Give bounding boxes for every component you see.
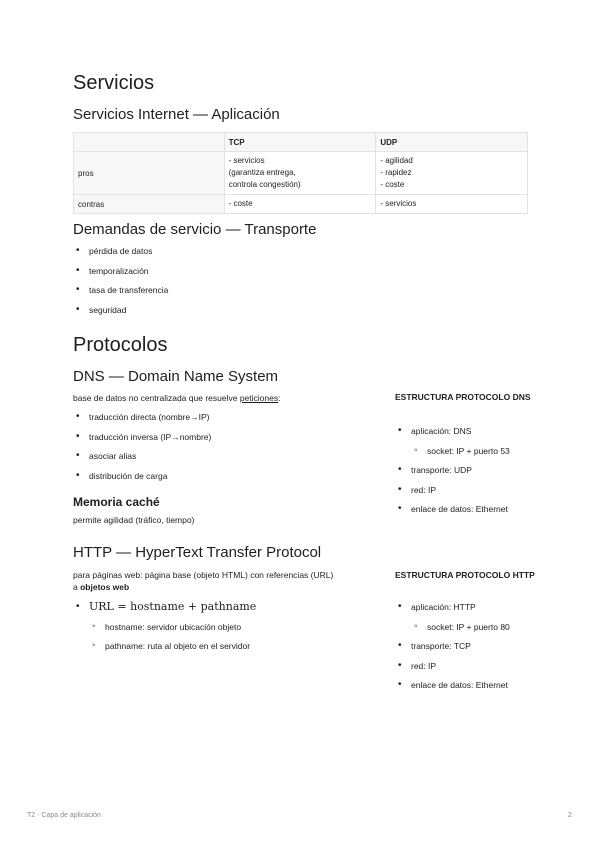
cache-text: permite agilidad (tráfico, tiempo) xyxy=(73,515,195,525)
list-item: • asociar alias xyxy=(73,450,211,470)
dns-intro xyxy=(73,392,383,404)
table-header-cell: TCP xyxy=(224,133,376,152)
dns-structure-list xyxy=(395,425,535,523)
list-item: ◦ hostname: servidor ubicación objeto xyxy=(73,621,256,641)
dns-intro-colon: : xyxy=(278,393,281,403)
list-item: • aplicación: DNS xyxy=(395,425,535,445)
list-item xyxy=(73,601,256,621)
dns-items-list xyxy=(73,411,211,489)
section-title-servicios: Servicios xyxy=(73,72,155,94)
http-intro-bold: objetos web xyxy=(80,582,130,592)
cache-heading: Memoria caché xyxy=(73,495,160,509)
http-intro-line2 xyxy=(73,581,383,593)
list-item: • traducción inversa (IP→nombre) xyxy=(73,431,211,451)
http-intro-line1: para páginas web: página base (objeto HTML) con referencias (URL) xyxy=(73,570,334,580)
subsection-title-demandas: Demandas de servicio — Transporte xyxy=(73,221,317,238)
table-row xyxy=(74,152,528,195)
list-item: • seguridad xyxy=(73,304,168,324)
footer-left: T2 - Capa de aplicación xyxy=(27,812,101,819)
list-item: • traducción directa (nombre→IP) xyxy=(73,411,211,431)
list-item: ◦ socket: IP + puerto 80 xyxy=(395,621,535,641)
table-header-row xyxy=(74,133,528,152)
http-url-list xyxy=(73,601,256,660)
list-item: ◦ pathname: ruta al objeto en el servidor xyxy=(73,640,256,660)
list-item: • enlace de datos: Ethernet xyxy=(395,503,535,523)
list-item: ◦ socket: IP + puerto 53 xyxy=(395,445,535,465)
dns-structure-title: ESTRUCTURA PROTOCOLO DNS xyxy=(395,392,531,402)
http-intro xyxy=(73,569,383,593)
list-item: • distribución de carga xyxy=(73,470,211,490)
list-item: • pérdida de datos xyxy=(73,245,168,265)
table-row xyxy=(74,195,528,214)
dns-intro-link: peticiones xyxy=(239,393,279,403)
http-structure-title: ESTRUCTURA PROTOCOLO HTTP xyxy=(395,570,535,580)
services-table xyxy=(73,132,528,214)
url-formula: URL = hostname + pathname xyxy=(89,600,257,613)
table-cell: - servicios (garantiza entrega, controla congestión) xyxy=(224,152,376,195)
list-item: • temporalización xyxy=(73,265,168,285)
table-row-label: pros xyxy=(74,152,225,195)
list-item: • red: IP xyxy=(395,660,535,680)
table-row-label: contras xyxy=(74,195,225,214)
subsection-title-internet: Servicios Internet — Aplicación xyxy=(73,106,280,123)
table-cell: - servicios xyxy=(376,195,528,214)
list-item: • enlace de datos: Ethernet xyxy=(395,679,535,699)
http-structure-list xyxy=(395,601,535,699)
list-item: • tasa de transferencia xyxy=(73,284,168,304)
demandas-list xyxy=(73,245,168,323)
list-item: • aplicación: HTTP xyxy=(395,601,535,621)
list-item: • transporte: UDP xyxy=(395,464,535,484)
table-header-cell xyxy=(74,133,225,152)
section-title-protocolos: Protocolos xyxy=(73,334,168,356)
table-cell: - agilidad - rapidez - coste xyxy=(376,152,528,195)
list-item: • transporte: TCP xyxy=(395,640,535,660)
subsection-title-http: HTTP — HyperText Transfer Protocol xyxy=(73,544,322,561)
list-item: • red: IP xyxy=(395,484,535,504)
table-cell: - coste xyxy=(224,195,376,214)
table-header-cell: UDP xyxy=(376,133,528,152)
page-number: 2 xyxy=(568,812,572,819)
subsection-title-dns: DNS — Domain Name System xyxy=(73,368,279,385)
http-intro-a: a xyxy=(73,582,81,592)
dns-intro-text: base de datos no centralizada que resuelve xyxy=(73,393,240,403)
